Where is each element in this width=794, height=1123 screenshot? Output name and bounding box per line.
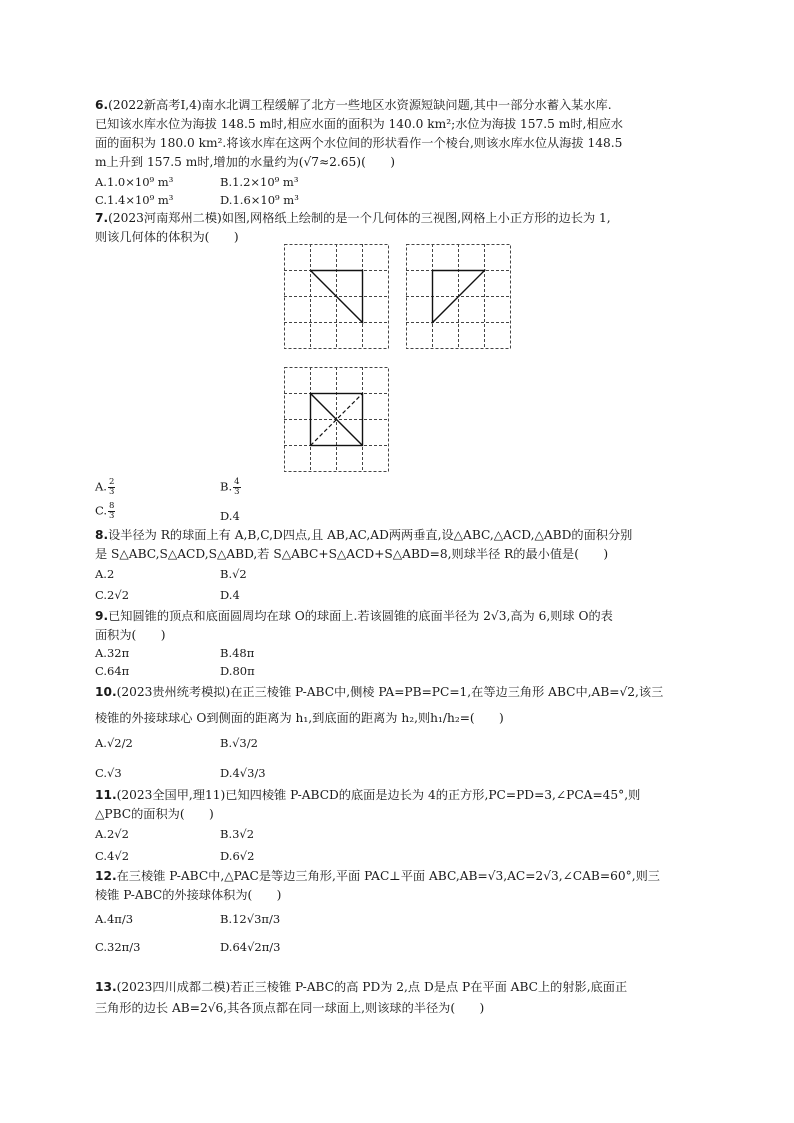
q9-option-a: A.32π [95, 646, 130, 660]
q11-option-b: B.3√2 [220, 827, 255, 841]
q10-option-d: D.4√3/3 [220, 766, 266, 780]
q11-option-c: C.4√2 [95, 849, 130, 863]
front-view-grid [284, 244, 390, 350]
q9-line-2: 面积为( ) [95, 628, 166, 642]
q12-option-c: C.32π/3 [95, 940, 141, 954]
q11-option-a: A.2√2 [95, 827, 129, 841]
q9-option-b: B.48π [220, 646, 255, 660]
q12-option-b: B.12√3π/3 [220, 912, 281, 926]
q12-line-2: 棱锥 P-ABC的外接球体积为( ) [95, 888, 282, 902]
q8-option-d: D.4 [220, 588, 240, 602]
q6-line-2: 已知该水库水位为海拔 148.5 m时,相应水面的面积为 140.0 km²;水位为海拔 157.5 m时,相应水 [95, 117, 623, 131]
q7-number: 7. [95, 211, 109, 225]
side-view-grid [406, 244, 512, 350]
q12-option-d: D.64√2π/3 [220, 940, 281, 954]
q7-option-b: B. $\frac{4}{3}$ [220, 477, 240, 497]
q6-option-b: B.1.2×10⁹ m³ [220, 175, 299, 189]
q8-number: 8. [95, 528, 109, 542]
q9-line-1: 9.已知圆锥的顶点和底面圆周均在球 O的球面上.若该圆锥的底面半径为 2√3,高为 6,则球 O的表 [95, 609, 613, 623]
q7-option-a: A. $\frac{2}{3}$ [95, 477, 115, 497]
q6-number: 6. [95, 98, 109, 112]
q10-line-2: 棱锥的外接球球心 O到侧面的距离为 h₁,到底面的距离为 h₂,则h₁/h₂=( ) [95, 711, 504, 725]
q9-number: 9. [95, 609, 109, 623]
q11-option-d: D.6√2 [220, 849, 255, 863]
q7-line-2: 则该几何体的体积为( ) [95, 230, 239, 244]
q11-number: 11. [95, 788, 117, 802]
q8-option-c: C.2√2 [95, 588, 130, 602]
q6-option-a: A.1.0×10⁹ m³ [95, 175, 174, 189]
q6-line-3: 面的面积为 180.0 km².将该水库在这两个水位间的形状看作一个棱台,则该水库水位从海拔 148.5 [95, 136, 623, 150]
q8-option-b: B.√2 [220, 567, 247, 581]
top-view-grid [284, 367, 390, 473]
q6-line-4: m上升到 157.5 m时,增加的水量约为(√7≈2.65)( ) [95, 155, 395, 169]
q12-number: 12. [95, 869, 117, 883]
q12-line-1: 12.在三棱锥 P-ABC中,△PAC是等边三角形,平面 PAC⊥平面 ABC,AB=√3,AC=2√3,∠CAB=60°,则三 [95, 869, 660, 883]
q6-option-c: C.1.4×10⁹ m³ [95, 193, 174, 207]
q7-option-d: D.4 [220, 509, 240, 523]
q7-option-c: C. $\frac{8}{3}$ [95, 501, 115, 521]
q7-line-1: 7.(2023河南郑州二模)如图,网格纸上绘制的是一个几何体的三视图,网格上小正方形的边长为 1, [95, 211, 611, 225]
q8-line-1: 8.设半径为 R的球面上有 A,B,C,D四点,且 AB,AC,AD两两垂直,设△ABC,△ACD,△ABD的面积分别 [95, 528, 633, 542]
q10-option-a: A.√2/2 [95, 736, 133, 750]
q10-option-c: C.√3 [95, 766, 122, 780]
q10-number: 10. [95, 685, 117, 699]
q10-option-b: B.√3/2 [220, 736, 258, 750]
q11-line-2: △PBC的面积为( ) [95, 807, 214, 821]
q6-line-1: 6.(2022新高考Ⅰ,4)南水北调工程缓解了北方一些地区水资源短缺问题,其中一部分水蓄入某水库. [95, 98, 612, 112]
q13-line-2: 三角形的边长 AB=2√6,其各顶点都在同一球面上,则该球的半径为( ) [95, 1001, 485, 1015]
q12-option-a: A.4π/3 [95, 912, 134, 926]
q9-option-c: C.64π [95, 664, 130, 678]
q13-line-1: 13.(2023四川成都二模)若正三棱锥 P-ABC的高 PD为 2,点 D是点 P在平面 ABC上的射影,底面正 [95, 980, 628, 994]
q10-line-1: 10.(2023贵州统考模拟)在正三棱锥 P-ABC中,侧棱 PA=PB=PC=1,在等边三角形 ABC中,AB=√2,该三 [95, 685, 664, 699]
q11-line-1: 11.(2023全国甲,理11)已知四棱锥 P-ABCD的底面是边长为 4的正方形,PC=PD=3,∠PCA=45°,则 [95, 788, 641, 802]
q13-number: 13. [95, 980, 117, 994]
q8-line-2: 是 S△ABC,S△ACD,S△ABD,若 S△ABC+S△ACD+S△ABD=8,则球半径 R的最小值是( ) [95, 547, 609, 561]
q8-option-a: A.2 [95, 567, 115, 581]
q9-option-d: D.80π [220, 664, 255, 678]
q6-option-d: D.1.6×10⁹ m³ [220, 193, 299, 207]
